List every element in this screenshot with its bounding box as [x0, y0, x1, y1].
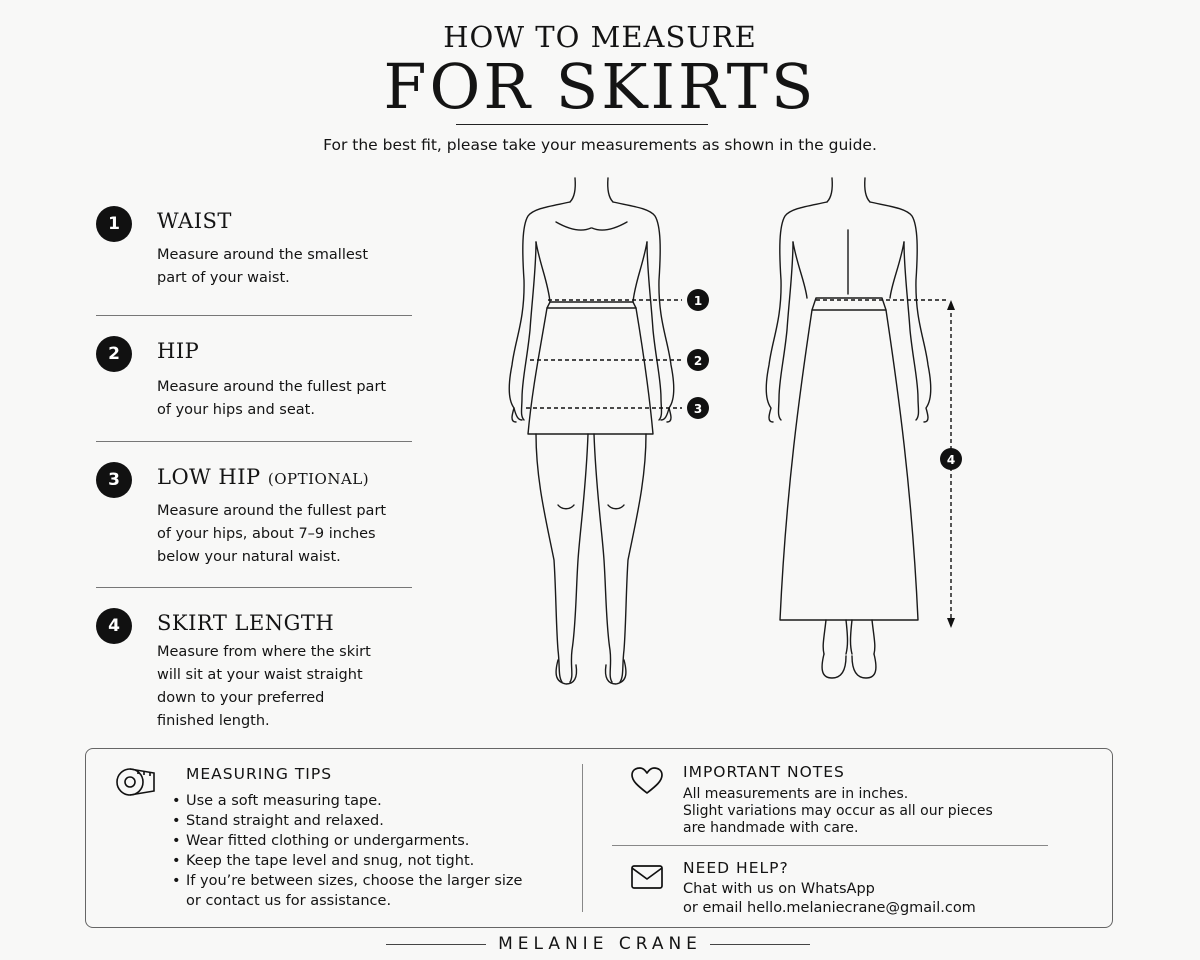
front-figure	[509, 178, 674, 684]
notes-text: All measurements are in inches. Slight variations may occur as all our pieces are handmade with care.	[683, 786, 993, 836]
help-title: NEED HELP?	[683, 859, 789, 877]
divider	[96, 587, 412, 588]
step-number-badge: 4	[96, 608, 132, 644]
step-title: SKIRT LENGTH	[157, 611, 335, 635]
step-description: Measure from where the skirt will sit at your waist straight down to your preferred finished length.	[157, 644, 371, 729]
svg-text:1: 1	[693, 294, 703, 308]
page-title: FOR SKIRTS	[383, 50, 817, 123]
help-text: Chat with us on WhatsApp or email hello.melaniecrane@gmail.com	[683, 881, 976, 916]
step-title: WAIST	[157, 209, 232, 233]
measuring-tape-icon	[114, 764, 162, 800]
step-description: Measure around the smallest part of your waist.	[157, 247, 369, 286]
tips-title: MEASURING TIPS	[186, 765, 333, 783]
subtitle: For the best fit, please take your measurements as shown in the guide.	[323, 136, 877, 154]
box-divider-horizontal	[612, 845, 1048, 846]
back-figure	[766, 178, 931, 678]
notes-title: IMPORTANT NOTES	[683, 763, 845, 781]
brand-name: MELANIE CRANE	[498, 934, 702, 954]
list-item: or contact us for assistance.	[186, 893, 392, 909]
list-item: Stand straight and relaxed.	[186, 813, 384, 829]
marker-3	[687, 397, 709, 419]
box-divider-vertical	[582, 764, 583, 912]
title-underline	[456, 124, 708, 125]
marker-1	[687, 289, 709, 311]
step-description: Measure around the fullest part of your hips and seat.	[157, 379, 387, 418]
step-title: LOW HIP (OPTIONAL)	[157, 465, 370, 489]
marker-2	[687, 349, 709, 371]
heart-icon	[630, 766, 664, 796]
svg-text:4: 4	[946, 453, 956, 467]
list-item: Use a soft measuring tape.	[186, 793, 382, 809]
bullet-column: • • • • •	[172, 793, 181, 889]
step-number-badge: 3	[96, 462, 132, 498]
title-line-1: HOW TO MEASURE	[443, 20, 757, 54]
step-number-badge: 2	[96, 336, 132, 372]
divider	[96, 441, 412, 442]
step-title: HIP	[157, 339, 200, 363]
step-description: Measure around the fullest part of your hips, about 7–9 inches below your natural waist.	[157, 503, 387, 565]
svg-text:2: 2	[693, 354, 703, 368]
list-item: Keep the tape level and snug, not tight.	[186, 853, 475, 869]
marker-4	[940, 448, 962, 470]
envelope-icon	[630, 864, 664, 890]
tips-list	[186, 791, 522, 911]
divider	[96, 315, 412, 316]
list-item: Wear fitted clothing or undergarments.	[186, 833, 470, 849]
step-number-badge: 1	[96, 206, 132, 242]
svg-text:3: 3	[693, 402, 703, 416]
body-figures-illustration	[470, 170, 1010, 690]
list-item: If you’re between sizes, choose the larger size	[186, 873, 523, 889]
